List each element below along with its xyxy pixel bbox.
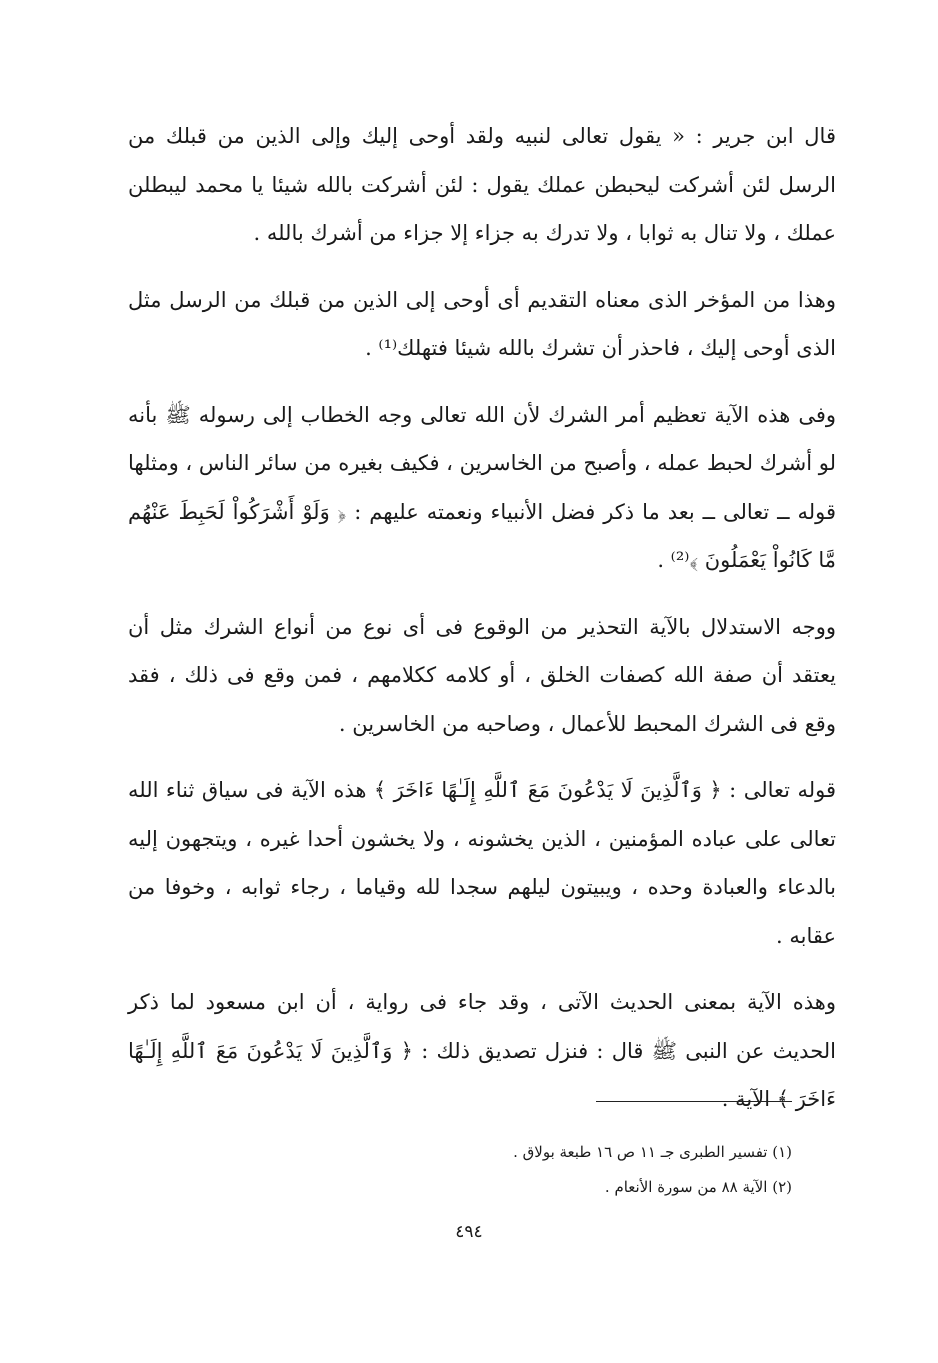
paragraph-hadith: وهذه الآية بمعنى الحديث الآتى ، وقد جاء فى رواية ، أن ابن مسعود لما ذكر الحديث عن النبى ﷺ قال : فنزل تصديق ذلك : ﴿ وَٱلَّذِينَ لَا يَدْعُونَ مَعَ ٱللَّهِ إِلَـٰهًا ءَاخَرَ ﴾ الآية . — [128, 990, 836, 1111]
footnote-1: (١) تفسير الطبرى جـ ١١ ص ١٦ طبعة بولاق . — [513, 1143, 792, 1161]
footnotes — [300, 1135, 792, 1205]
paragraph-evidence: ووجه الاستدلال بالآية التحذير من الوقوع فى أى نوع من أنواع الشرك مثل أن يعتقد أن صفة الله كصفات الخلق ، أو كلامه ككلامهم ، فمن وقع فى ذلك ، فقد وقع فى الشرك المحبط للأعمال ، وصاحبه من الخاسرين . — [128, 614, 836, 736]
paragraph-verse-explanation: قوله تعالى : ﴿ وَٱلَّذِينَ لَا يَدْعُونَ مَعَ ٱللَّهِ إِلَـٰهًا ءَاخَرَ ﴾ هذه الآية فى سياق ثناء الله تعالى على عباده المؤمنين ، الذين يخشونه ، ولا يخشون أحدا غيره ، ويتجهون إليه بالدعاء والعبادة وحده ، ويبيتون ليلهم سجدا لله وقياما ، رجاء ثوابه ، وخوفا من عقابه . — [128, 778, 836, 948]
main-text — [128, 112, 836, 1142]
paragraph-delayed-meaning: وهذا من المؤخر الذى معناه التقديم أى أوحى إلى الذين من قبلك من الرسل مثل الذى أوحى إليك ، فاحذر أن تشرك بالله شيئا فتهلك⁽¹⁾ . — [128, 287, 836, 360]
footnote-2: (٢) الآية ٨٨ من سورة الأنعام . — [604, 1178, 792, 1196]
footnote-divider — [596, 1101, 792, 1102]
page-number: ٤٩٤ — [455, 1222, 483, 1242]
paragraph-ibn-jarir-quote: قال ابن جرير : « يقول تعالى لنبيه ولقد أوحى إليك وإلى الذين من قبلك من الرسل لئن أشركت ليحبطن عملك يقول : لئن أشركت بالله شيئا يا محمد ليبطلن عملك ، ولا تنال به ثوابا ، ولا تدرك به جزاء إلا جزاء من أشرك بالله . — [128, 124, 836, 245]
paragraph-gravity-of-shirk: وفى هذه الآية تعظيم أمر الشرك لأن الله تعالى وجه الخطاب إلى رسوله ﷺ بأنه لو أشرك لحبط عمله ، وأصبح من الخاسرين ، فكيف بغيره من سائر الناس ، ومثلها قوله ــ تعالى ــ بعد ما ذكر فضل الأنبياء ونعمته عليهم : ﴿ وَلَوْ أَشْرَكُواْ لَحَبِطَ عَنْهُم مَّا كَانُواْ يَعْمَلُونَ ﴾⁽²⁾ . — [128, 402, 836, 572]
